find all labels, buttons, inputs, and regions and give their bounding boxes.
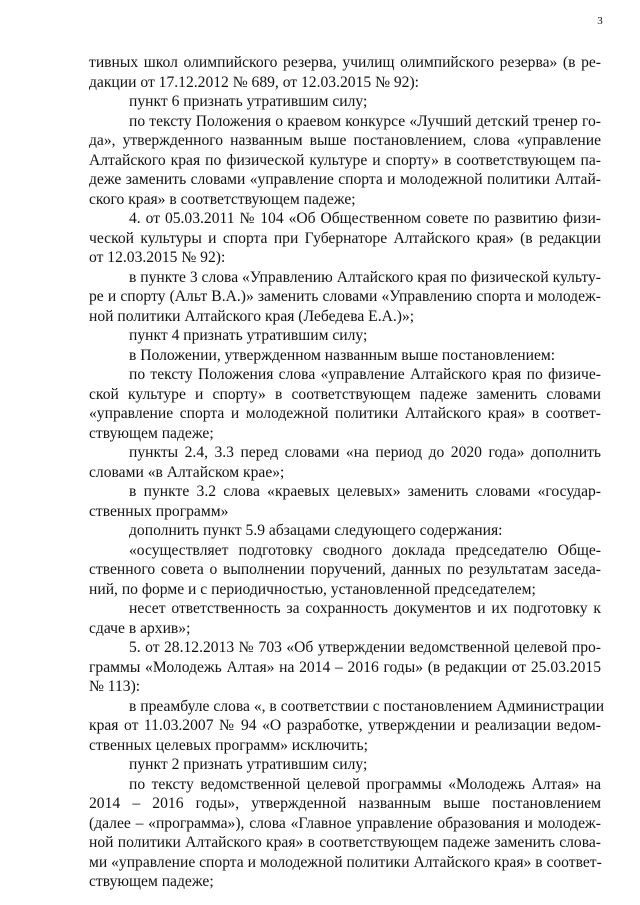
text-line: ствующем падеже;	[89, 873, 214, 890]
text-line: края от 11.03.2007 № 94 «О разработке, утверждении и реализации ведом-	[89, 717, 601, 734]
text-line: пункт 2 признать утратившим силу;	[129, 756, 368, 773]
text-line: 4. от 05.03.2011 № 104 «Об Общественном совете по развитию физи-	[129, 210, 601, 227]
text-line: пункт 4 признать утратившим силу;	[129, 327, 368, 344]
text-line: 5. от 28.12.2013 № 703 «Об утверждении ведомственной целевой про-	[129, 639, 601, 656]
text-line: по тексту Положения о краевом конкурсе «Лучший детский тренер го-	[129, 112, 601, 130]
text-line: пункты 2.4, 3.3 перед словами «на период до 2020 года» дополнить	[129, 444, 601, 461]
text-line: дакции от 17.12.2012 № 689, от 12.03.2015 № 92):	[89, 73, 419, 91]
text-line: ствующем падеже;	[89, 424, 214, 442]
text-line: «осуществляет подготовку сводного доклада председателю Обще-	[129, 541, 601, 559]
text-line: 2014 – 2016 годы», утвержденной названным выше постановлением	[89, 795, 601, 812]
text-line: в пункте 3.2 слова «краевых целевых» заменить словами «государ-	[129, 483, 601, 500]
text-line: сдаче в архив»;	[89, 619, 191, 637]
text-line: дополнить пункт 5.9 абзацами следующего содержания:	[129, 522, 503, 539]
text-line: деже заменить словами «управление спорта и молодежной политики Алтай-	[89, 171, 601, 188]
text-line: граммы «Молодежь Алтая» на 2014 – 2016 годы» (в редакции от 25.03.2015	[89, 658, 601, 676]
text-line: да», утвержденного названным выше постановлением, слова «управление	[89, 132, 601, 149]
text-line: в пункте 3 слова «Управлению Алтайского края по физической культу-	[129, 268, 601, 286]
text-line: ческой культуры и спорта при Губернаторе Алтайского края» (в редакции	[89, 229, 601, 247]
text-line: ной политики Алтайского края (Лебедева Е.А.)»;	[89, 307, 415, 325]
text-line: словами «в Алтайском крае»;	[89, 463, 285, 481]
text-line: ственных программ»	[89, 502, 229, 520]
text-line: пункт 6 признать утратившим силу;	[129, 93, 368, 110]
page-number: 3	[597, 15, 603, 27]
text-line: тивных школ олимпийского резерва, училищ олимпийского резерва» (в ре-	[89, 54, 601, 71]
text-line: «управление спорта и молодежной политики Алтайского края» в соответ-	[89, 405, 601, 422]
text-line: ной политики Алтайского края» в соответствующем падеже заменить слова-	[89, 834, 601, 851]
text-line: ственного совета о выполнении поручений, данных по результатам заседа-	[89, 561, 601, 578]
text-line: ний, по форме и с периодичностью, установленной председателем;	[89, 580, 536, 598]
text-line: ственных целевых программ» исключить;	[89, 736, 368, 754]
text-line: ми «управление спорта и молодежной политики Алтайского края» в соответ-	[89, 853, 602, 871]
text-line: № 113):	[89, 678, 141, 695]
text-line: в преамбуле слова «, в соответствии с постановлением Администрации	[129, 697, 605, 715]
text-line: по тексту ведомственной целевой программы «Молодежь Алтая» на	[129, 775, 601, 793]
text-line: Алтайского края по физической культуре и спорту» в соответствующем па-	[89, 151, 601, 169]
text-line: ской культуре и спорту» в соответствующем падеже заменить словами	[89, 385, 601, 403]
text-line: ре и спорту (Альт В.А.)» заменить словами «Управлению спорта и молодеж-	[89, 288, 601, 305]
text-line: (далее – «программа»), слова «Главное управление образования и молодеж-	[89, 814, 601, 832]
text-line: ского края» в соответствующем падеже;	[89, 190, 356, 208]
text-line: в Положении, утвержденном названным выше постановлением:	[129, 346, 556, 364]
text-line: от 12.03.2015 № 92):	[89, 249, 226, 266]
text-line: по тексту Положения слова «управление Алтайского края по физиче-	[129, 366, 601, 383]
text-line: несет ответственность за сохранность документов и их подготовку к	[129, 600, 601, 617]
